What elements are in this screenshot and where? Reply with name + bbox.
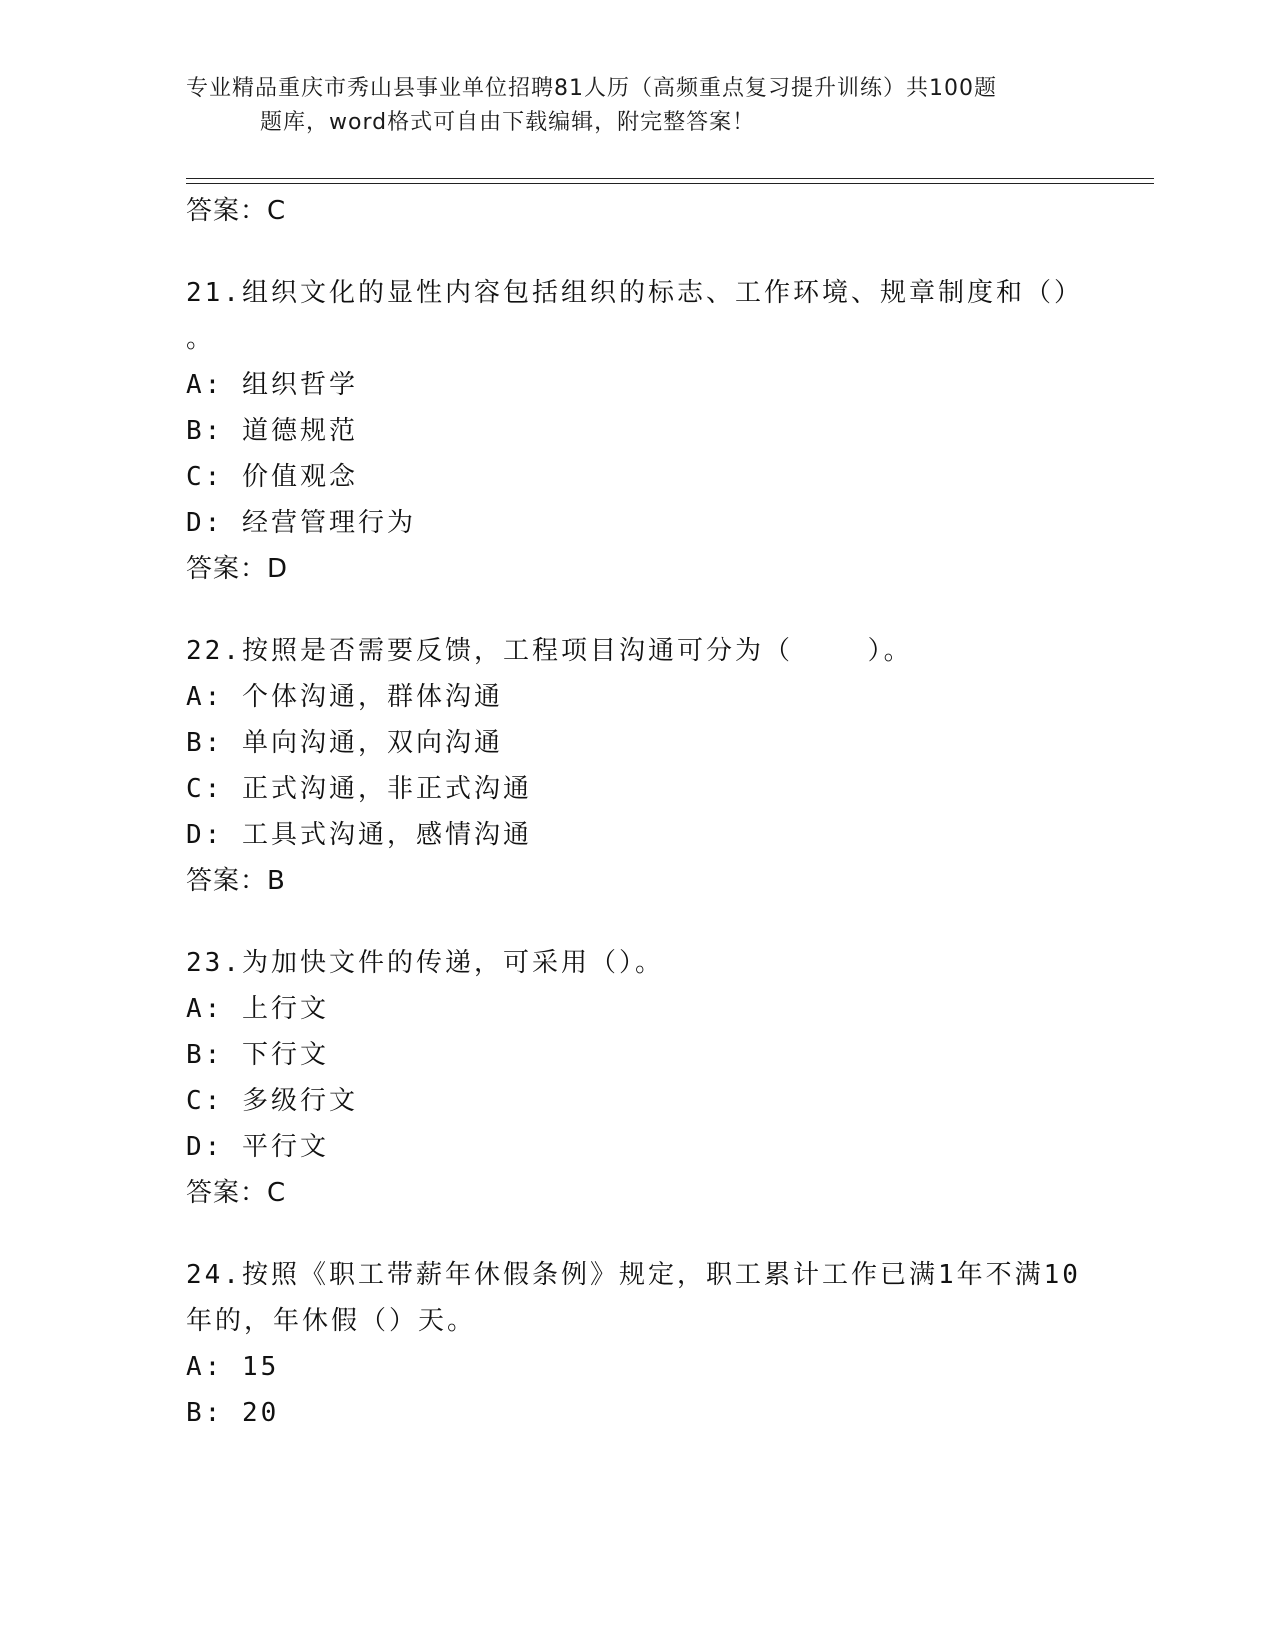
answer-line: 答案：B <box>186 866 286 896</box>
option-d: D: 经营管理行为 <box>186 508 416 538</box>
option-c: C: 多级行文 <box>186 1086 358 1116</box>
option-b: B: 20 <box>186 1398 280 1428</box>
answer-line: 答案：C <box>186 196 287 226</box>
option-a: A: 上行文 <box>186 994 329 1024</box>
question-stem-line: 年的，年休假（）天。 <box>186 1306 477 1336</box>
question-stem-line: 22.按照是否需要反馈，工程项目沟通可分为（ ）。 <box>186 636 913 666</box>
header-title-line-1: 专业精品重庆市秀山县事业单位招聘81人历（高频重点复习提升训练）共100题 <box>186 76 997 101</box>
header-rule-bottom <box>186 183 1154 184</box>
question-stem-line: 21.组织文化的显性内容包括组织的标志、工作环境、规章制度和（） <box>186 278 1083 308</box>
answer-line: 答案：D <box>186 554 289 584</box>
question-stem-line: 23.为加快文件的传递，可采用（）。 <box>186 948 664 978</box>
option-c: C: 价值观念 <box>186 462 358 492</box>
question-23 <box>186 940 1086 1216</box>
option-b: B: 道德规范 <box>186 416 358 446</box>
page-header <box>186 72 1086 140</box>
option-b: B: 下行文 <box>186 1040 329 1070</box>
option-b: B: 单向沟通，双向沟通 <box>186 728 503 758</box>
option-a: A: 组织哲学 <box>186 370 358 400</box>
question-stem-line: 。 <box>186 324 216 354</box>
question-24 <box>186 1252 1086 1436</box>
option-d: D: 工具式沟通，感情沟通 <box>186 820 532 850</box>
header-title-line-2: 题库，word格式可自由下载编辑，附完整答案！ <box>260 110 756 135</box>
question-list <box>186 188 1086 1436</box>
header-rule-top <box>186 178 1154 179</box>
answer-line: 答案：C <box>186 1178 287 1208</box>
option-c: C: 正式沟通，非正式沟通 <box>186 774 532 804</box>
question-22 <box>186 628 1086 904</box>
question-stem-line: 24.按照《职工带薪年休假条例》规定，职工累计工作已满1年不满10 <box>186 1260 1081 1290</box>
option-d: D: 平行文 <box>186 1132 329 1162</box>
question-21 <box>186 270 1086 592</box>
option-a: A: 个体沟通，群体沟通 <box>186 682 503 712</box>
option-a: A: 15 <box>186 1352 280 1382</box>
